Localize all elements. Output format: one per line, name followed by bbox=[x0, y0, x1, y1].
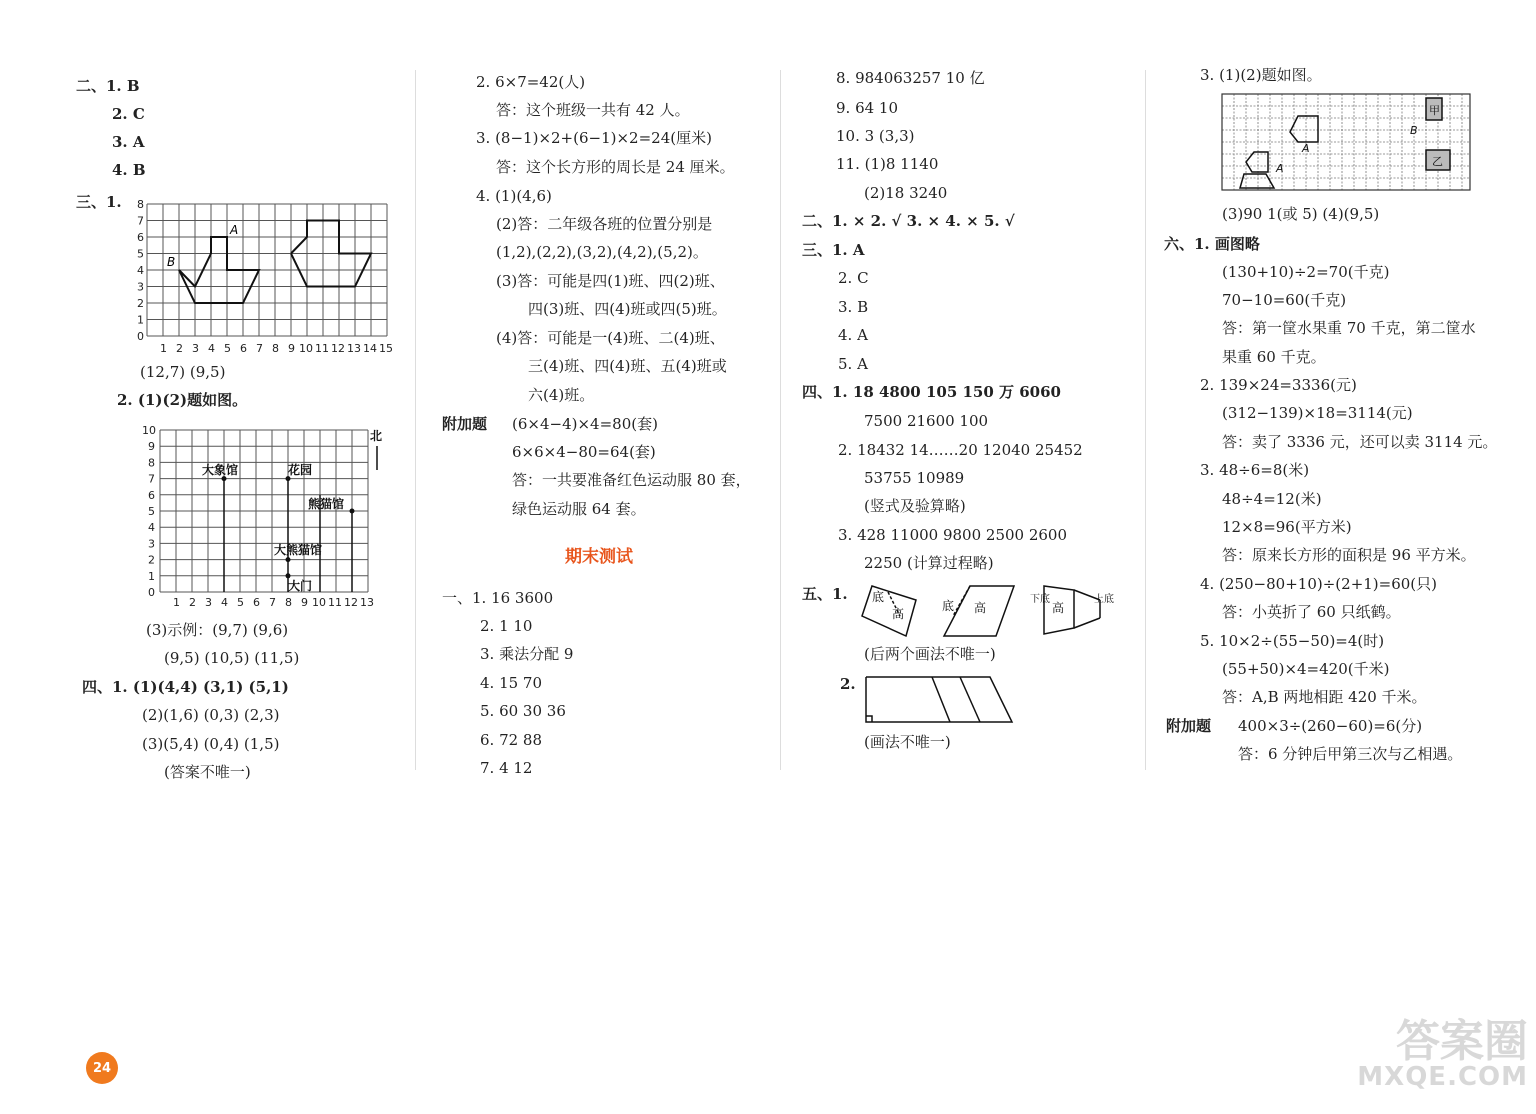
answer-line: 5. 60 30 36 bbox=[480, 702, 566, 720]
answer-line: 6. 72 88 bbox=[480, 731, 543, 749]
watermark bbox=[1357, 1016, 1528, 1092]
axis-tick-label: 5 bbox=[148, 505, 155, 518]
answer-line: 4. A bbox=[838, 326, 868, 344]
answer-line: (312−139)×18=3114(元) bbox=[1222, 404, 1413, 422]
extra-question-heading: 附加题 bbox=[442, 415, 488, 433]
answer-line: 4. (250−80+10)÷(2+1)=60(只) bbox=[1200, 575, 1438, 593]
answer-line: 答：A,B 两地相距 420 千米。 bbox=[1222, 688, 1427, 706]
answer-line: (4)答：可能是一(4)班、二(4)班、 bbox=[496, 329, 725, 347]
axis-tick-label: 4 bbox=[148, 521, 155, 535]
answer-line: 2. bbox=[840, 675, 856, 693]
coordinate-grid-1 bbox=[135, 196, 400, 356]
axis-tick-label: 7 bbox=[256, 342, 263, 355]
map-grid bbox=[1220, 92, 1474, 196]
answer-line: 四(3)班、四(4)班或四(5)班。 bbox=[528, 300, 727, 318]
answer-note: (答案不唯一) bbox=[164, 763, 251, 781]
label-gate: 大门 bbox=[288, 579, 313, 593]
answer-line: 3. 428 11000 9800 2500 2600 bbox=[838, 526, 1068, 544]
answer-line: 11. (1)8 1140 bbox=[836, 155, 939, 173]
axis-tick-label: 10 bbox=[142, 424, 156, 437]
axis-tick-label: 3 bbox=[148, 537, 155, 551]
answer-line: 4. B bbox=[112, 161, 146, 179]
axis-tick-label: 12 bbox=[331, 342, 345, 355]
answer-line: (12,7) (9,5) bbox=[140, 363, 226, 381]
answer-line: 五、1. bbox=[802, 585, 848, 603]
label-panda-hall: 大熊猫馆 bbox=[274, 543, 323, 557]
answer-line: 四、1. 18 4800 105 150 万 6060 bbox=[802, 383, 1061, 401]
height-drawings bbox=[858, 576, 1118, 642]
answer-line: 2. C bbox=[838, 269, 869, 287]
axis-tick-label: 3 bbox=[205, 596, 212, 609]
answer-line: 答：卖了 3336 元，还可以卖 3114 元。 bbox=[1222, 433, 1498, 451]
axis-tick-label: 13 bbox=[347, 342, 361, 355]
answer-line: 48÷4=12(米) bbox=[1222, 490, 1322, 508]
answer-line: (2)18 3240 bbox=[864, 184, 948, 202]
axis-tick-label: 2 bbox=[176, 342, 183, 355]
label-yi: 乙 bbox=[1432, 155, 1443, 168]
parallelogram-drawing bbox=[860, 672, 1020, 728]
axis-tick-label: 4 bbox=[221, 596, 228, 609]
axis-tick-label: 7 bbox=[137, 214, 144, 228]
answer-line: 2. 6×7=42(人) bbox=[476, 73, 586, 91]
axis-tick-label: 6 bbox=[137, 231, 144, 244]
answer-line: (130+10)÷2=70(千克) bbox=[1222, 263, 1390, 281]
axis-tick-label: 3 bbox=[137, 280, 144, 294]
answer-line: 3. 48÷6=8(米) bbox=[1200, 461, 1310, 479]
axis-tick-label: 7 bbox=[148, 472, 155, 486]
label-base: 底 bbox=[872, 590, 885, 604]
point-label-a: A bbox=[230, 223, 239, 237]
axis-tick-label: 10 bbox=[299, 342, 313, 355]
axis-tick-label: 1 bbox=[173, 596, 180, 609]
axis-tick-label: 5 bbox=[237, 596, 244, 609]
axis-tick-label: 1 bbox=[148, 569, 155, 583]
coordinate-grid-2 bbox=[140, 424, 400, 610]
label-a: A bbox=[1302, 142, 1310, 155]
axis-tick-label: 6 bbox=[148, 488, 155, 502]
answer-line: 3. (8−1)×2+(6−1)×2=24(厘米) bbox=[476, 129, 712, 147]
answer-line: (3)示例：(9,7) (9,6) bbox=[146, 621, 289, 639]
axis-tick-label: 4 bbox=[137, 264, 144, 277]
label-a: A bbox=[1276, 162, 1284, 175]
axis-tick-label: 8 bbox=[285, 596, 292, 609]
column-divider bbox=[780, 70, 781, 770]
answer-line: 三、1. bbox=[76, 193, 122, 211]
label-height: 高 bbox=[974, 601, 987, 615]
axis-tick-label: 3 bbox=[192, 342, 199, 355]
axis-tick-label: 2 bbox=[137, 297, 144, 310]
answer-line: (竖式及验算略) bbox=[864, 497, 966, 515]
axis-tick-label: 8 bbox=[137, 198, 144, 211]
answer-line: (3)答：可能是四(1)班、四(2)班、 bbox=[496, 272, 725, 290]
axis-tick-label: 9 bbox=[288, 342, 295, 355]
answer-line: 6×6×4−80=64(套) bbox=[512, 443, 656, 461]
answer-line: 7. 4 12 bbox=[480, 759, 533, 777]
axis-tick-label: 1 bbox=[137, 313, 144, 327]
answer-line: 53755 10989 bbox=[864, 469, 965, 487]
answer-line: 答：这个班级一共有 42 人。 bbox=[496, 101, 690, 119]
answer-line: 四、1. (1)(4,4) (3,1) (5,1) bbox=[82, 678, 289, 696]
answer-line: 5. A bbox=[838, 355, 868, 373]
answer-line: 9. 64 10 bbox=[836, 99, 899, 117]
axis-tick-label: 13 bbox=[360, 596, 374, 609]
extra-question-heading: 附加题 bbox=[1166, 717, 1212, 735]
answer-line: 3. B bbox=[838, 298, 869, 316]
axis-tick-label: 10 bbox=[312, 596, 326, 609]
label-jia: 甲 bbox=[1429, 104, 1440, 117]
answer-line: 二、1. B bbox=[76, 77, 140, 95]
axis-tick-label: 9 bbox=[301, 596, 308, 609]
label-height: 高 bbox=[1052, 601, 1065, 615]
answer-line: (1,2),(2,2),(3,2),(4,2),(5,2)。 bbox=[496, 243, 708, 261]
axis-tick-label: 15 bbox=[379, 342, 393, 355]
answer-line: 2250 (计算过程略) bbox=[864, 554, 994, 572]
answer-line: (55+50)×4=420(千米) bbox=[1222, 660, 1390, 678]
axis-tick-label: 0 bbox=[137, 330, 144, 343]
answer-line: 4. 15 70 bbox=[480, 674, 543, 692]
label-upper-base: 上底 bbox=[1094, 594, 1114, 605]
answer-line: (2)答：二年级各班的位置分别是 bbox=[496, 215, 713, 233]
axis-tick-label: 2 bbox=[148, 553, 155, 567]
answer-line: 70−10=60(千克) bbox=[1222, 291, 1347, 309]
answer-line: 一、1. 16 3600 bbox=[442, 589, 554, 607]
answer-line: 答：小英折了 60 只纸鹤。 bbox=[1222, 603, 1401, 621]
label-garden: 花园 bbox=[288, 463, 313, 477]
axis-tick-label: 11 bbox=[328, 596, 342, 609]
label-height: 高 bbox=[892, 607, 905, 621]
answer-line: 4. (1)(4,6) bbox=[476, 187, 552, 205]
answer-line: 答：6 分钟后甲第三次与乙相遇。 bbox=[1238, 745, 1463, 763]
axis-tick-label: 5 bbox=[224, 342, 231, 355]
answer-line: (2)(1,6) (0,3) (2,3) bbox=[142, 706, 280, 724]
answer-line: 8. 984063257 10 亿 bbox=[836, 69, 985, 87]
watermark-url: MXQE.COM bbox=[1357, 1062, 1528, 1092]
column-divider bbox=[1145, 70, 1146, 770]
answer-line: 2. C bbox=[112, 105, 145, 123]
answer-line: 12×8=96(平方米) bbox=[1222, 518, 1352, 536]
answer-line: 答：这个长方形的周长是 24 厘米。 bbox=[496, 158, 735, 176]
answer-line: 2. 1 10 bbox=[480, 617, 533, 635]
axis-tick-label: 5 bbox=[137, 247, 144, 261]
answer-line: 3. (1)(2)题如图。 bbox=[1200, 66, 1322, 84]
answer-line: (9,5) (10,5) (11,5) bbox=[164, 649, 300, 667]
answer-line: 答：一共要准备红色运动服 80 套， bbox=[512, 471, 751, 489]
answer-line: 3. A bbox=[112, 133, 145, 151]
axis-tick-label: 2 bbox=[189, 596, 196, 609]
axis-tick-label: 6 bbox=[253, 596, 260, 609]
axis-tick-label: 7 bbox=[269, 596, 276, 609]
answer-line: 答：第一筐水果重 70 千克，第二筐水 bbox=[1222, 319, 1476, 337]
answer-line: 2. 18432 14……20 12040 25452 bbox=[838, 441, 1083, 459]
watermark-logo: 答案圈 bbox=[1396, 1016, 1528, 1067]
answer-line: (3)90 1(或 5) (4)(9,5) bbox=[1222, 205, 1380, 223]
answer-line: 三(4)班、四(4)班、五(4)班或 bbox=[528, 357, 727, 375]
answer-line: (后两个画法不唯一) bbox=[864, 645, 996, 663]
point-label-b: B bbox=[167, 255, 176, 269]
answer-line: 果重 60 千克。 bbox=[1222, 348, 1326, 366]
axis-tick-label: 1 bbox=[160, 342, 167, 355]
answer-line: (6×4−4)×4=80(套) bbox=[512, 415, 658, 433]
label-aquarium: 熊猫馆 bbox=[308, 497, 345, 511]
axis-tick-label: 8 bbox=[148, 456, 155, 470]
answer-line: 六(4)班。 bbox=[528, 386, 595, 404]
answer-line: 六、1. 画图略 bbox=[1164, 235, 1260, 253]
answer-line: (画法不唯一) bbox=[864, 733, 951, 751]
answer-line: 2. 139×24=3336(元) bbox=[1200, 376, 1357, 394]
page-number-badge: 24 bbox=[86, 1052, 118, 1084]
answer-line: 400×3÷(260−60)=6(分) bbox=[1238, 717, 1423, 735]
axis-tick-label: 8 bbox=[272, 342, 279, 355]
answer-line: 绿色运动服 64 套。 bbox=[512, 500, 646, 518]
axis-tick-label: 9 bbox=[148, 440, 155, 454]
section-title: 期末测试 bbox=[565, 547, 633, 567]
answer-line: 二、1. × 2. √ 3. × 4. × 5. √ bbox=[802, 212, 1015, 230]
answer-line: 3. 乘法分配 9 bbox=[480, 645, 574, 663]
answer-line: 2. (1)(2)题如图。 bbox=[117, 391, 248, 409]
axis-tick-label: 14 bbox=[363, 342, 377, 355]
axis-tick-label: 6 bbox=[240, 342, 247, 355]
label-lower-base: 下底 bbox=[1030, 594, 1050, 605]
answer-line: 5. 10×2÷(55−50)=4(时) bbox=[1200, 632, 1385, 650]
answer-line: 三、1. A bbox=[802, 241, 865, 259]
answer-line: (3)(5,4) (0,4) (1,5) bbox=[142, 735, 280, 753]
axis-tick-label: 4 bbox=[208, 342, 215, 355]
column-divider bbox=[415, 70, 416, 770]
axis-tick-label: 11 bbox=[315, 342, 329, 355]
answer-line: 10. 3 (3,3) bbox=[836, 127, 915, 145]
label-museum: 大象馆 bbox=[202, 463, 239, 477]
label-b: B bbox=[1410, 124, 1418, 137]
label-base: 底 bbox=[942, 599, 955, 613]
label-north: 北 bbox=[370, 429, 383, 443]
axis-tick-label: 0 bbox=[148, 586, 155, 599]
axis-tick-label: 12 bbox=[344, 596, 358, 609]
answer-line: 答：原来长方形的面积是 96 平方米。 bbox=[1222, 546, 1476, 564]
answer-line: 7500 21600 100 bbox=[864, 412, 989, 430]
